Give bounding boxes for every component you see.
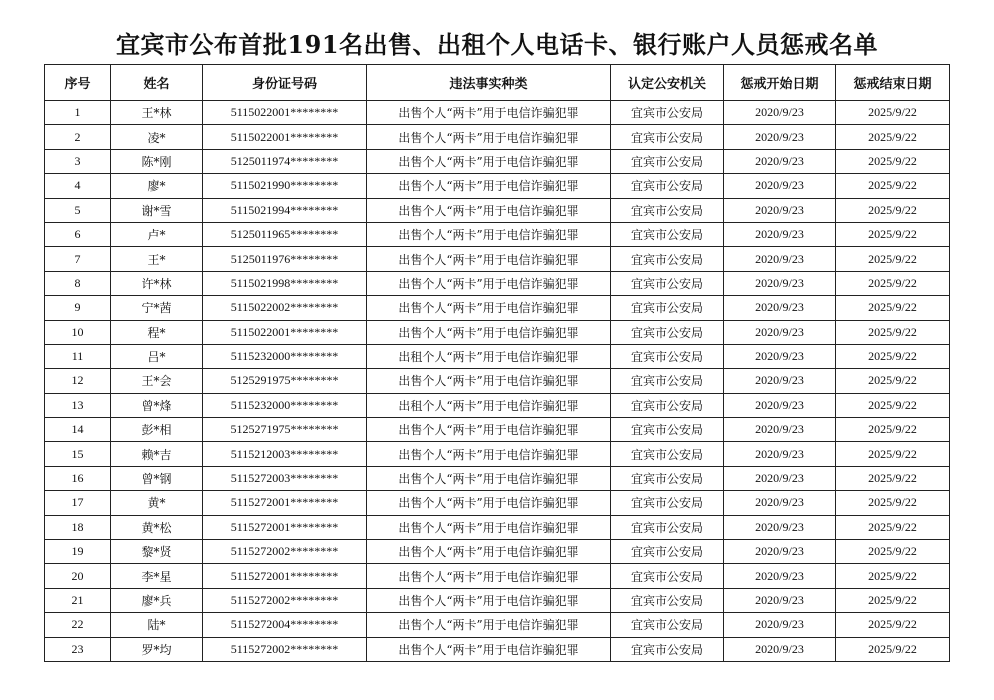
violation-type-cell: 出售个人“两卡”用于电信诈骗犯罪 (367, 515, 611, 539)
end-date-cell: 2025/9/22 (836, 344, 950, 368)
row-number-cell: 10 (45, 320, 111, 344)
violation-type-cell: 出售个人“两卡”用于电信诈骗犯罪 (367, 271, 611, 295)
row-number-cell: 19 (45, 540, 111, 564)
id-number-cell: 5125011974******** (203, 149, 367, 173)
row-number-cell: 1 (45, 101, 111, 125)
id-number-cell: 5115272004******** (203, 613, 367, 637)
violation-type-cell: 出售个人“两卡”用于电信诈骗犯罪 (367, 174, 611, 198)
violation-type-cell: 出售个人“两卡”用于电信诈骗犯罪 (367, 491, 611, 515)
start-date-cell: 2020/9/23 (724, 222, 836, 246)
violation-type-cell: 出售个人“两卡”用于电信诈骗犯罪 (367, 466, 611, 490)
violation-type-cell: 出租个人“两卡”用于电信诈骗犯罪 (367, 393, 611, 417)
id-number-cell: 5115022002******** (203, 296, 367, 320)
start-date-cell: 2020/9/23 (724, 418, 836, 442)
start-date-cell: 2020/9/23 (724, 491, 836, 515)
start-date-cell: 2020/9/23 (724, 344, 836, 368)
id-number-cell: 5115272002******** (203, 588, 367, 612)
start-date-cell: 2020/9/23 (724, 637, 836, 661)
agency-cell: 宜宾市公安局 (611, 125, 724, 149)
end-date-cell: 2025/9/22 (836, 369, 950, 393)
agency-cell: 宜宾市公安局 (611, 442, 724, 466)
start-date-cell: 2020/9/23 (724, 564, 836, 588)
id-number-cell: 5115272002******** (203, 540, 367, 564)
id-number-cell: 5115021998******** (203, 271, 367, 295)
agency-cell: 宜宾市公安局 (611, 320, 724, 344)
name-cell: 廖* (111, 174, 203, 198)
end-date-cell: 2025/9/22 (836, 637, 950, 661)
name-cell: 黄* (111, 491, 203, 515)
end-date-cell: 2025/9/22 (836, 320, 950, 344)
name-cell: 黎*贤 (111, 540, 203, 564)
table-row (45, 149, 950, 173)
id-number-cell: 5115022001******** (203, 125, 367, 149)
end-date-cell: 2025/9/22 (836, 174, 950, 198)
id-number-cell: 5115212003******** (203, 442, 367, 466)
agency-cell: 宜宾市公安局 (611, 344, 724, 368)
page-title: 宜宾市公布首批191名出售、出租个人电话卡、银行账户人员惩戒名单 (115, 30, 879, 59)
table-row (45, 442, 950, 466)
table-row (45, 418, 950, 442)
name-cell: 程* (111, 320, 203, 344)
start-date-cell: 2020/9/23 (724, 466, 836, 490)
column-header-id-number: 身份证号码 (203, 65, 367, 101)
end-date-cell: 2025/9/22 (836, 247, 950, 271)
end-date-cell: 2025/9/22 (836, 588, 950, 612)
end-date-cell: 2025/9/22 (836, 418, 950, 442)
table-row (45, 174, 950, 198)
id-number-cell: 5115272001******** (203, 515, 367, 539)
table-body (45, 101, 950, 662)
column-header-end-date: 惩戒结束日期 (836, 65, 950, 101)
end-date-cell: 2025/9/22 (836, 125, 950, 149)
agency-cell: 宜宾市公安局 (611, 149, 724, 173)
agency-cell: 宜宾市公安局 (611, 296, 724, 320)
id-number-cell: 5115022001******** (203, 320, 367, 344)
row-number-cell: 18 (45, 515, 111, 539)
row-number-cell: 4 (45, 174, 111, 198)
end-date-cell: 2025/9/22 (836, 198, 950, 222)
row-number-cell: 8 (45, 271, 111, 295)
id-number-cell: 5115021994******** (203, 198, 367, 222)
start-date-cell: 2020/9/23 (724, 393, 836, 417)
name-cell: 王*会 (111, 369, 203, 393)
name-cell: 曾*钢 (111, 466, 203, 490)
row-number-cell: 21 (45, 588, 111, 612)
table-row (45, 393, 950, 417)
end-date-cell: 2025/9/22 (836, 540, 950, 564)
agency-cell: 宜宾市公安局 (611, 247, 724, 271)
start-date-cell: 2020/9/23 (724, 247, 836, 271)
table-row (45, 271, 950, 295)
violation-type-cell: 出售个人“两卡”用于电信诈骗犯罪 (367, 125, 611, 149)
id-number-cell: 5115272001******** (203, 491, 367, 515)
name-cell: 许*林 (111, 271, 203, 295)
column-header-violation-type: 违法事实种类 (367, 65, 611, 101)
table-header-row (45, 65, 950, 101)
start-date-cell: 2020/9/23 (724, 271, 836, 295)
agency-cell: 宜宾市公安局 (611, 613, 724, 637)
id-number-cell: 5115232000******** (203, 393, 367, 417)
name-cell: 赖*吉 (111, 442, 203, 466)
end-date-cell: 2025/9/22 (836, 442, 950, 466)
violation-type-cell: 出售个人“两卡”用于电信诈骗犯罪 (367, 149, 611, 173)
violation-type-cell: 出售个人“两卡”用于电信诈骗犯罪 (367, 540, 611, 564)
table-row (45, 125, 950, 149)
name-cell: 曾*烽 (111, 393, 203, 417)
table-row (45, 344, 950, 368)
end-date-cell: 2025/9/22 (836, 393, 950, 417)
row-number-cell: 2 (45, 125, 111, 149)
id-number-cell: 5115021990******** (203, 174, 367, 198)
name-cell: 陆* (111, 613, 203, 637)
start-date-cell: 2020/9/23 (724, 149, 836, 173)
column-header-no: 序号 (45, 65, 111, 101)
column-header-start-date: 惩戒开始日期 (724, 65, 836, 101)
agency-cell: 宜宾市公安局 (611, 174, 724, 198)
table-row (45, 540, 950, 564)
row-number-cell: 3 (45, 149, 111, 173)
id-number-cell: 5115232000******** (203, 344, 367, 368)
agency-cell: 宜宾市公安局 (611, 198, 724, 222)
end-date-cell: 2025/9/22 (836, 491, 950, 515)
name-cell: 宁*茜 (111, 296, 203, 320)
name-cell: 陈*刚 (111, 149, 203, 173)
table-row (45, 466, 950, 490)
name-cell: 吕* (111, 344, 203, 368)
start-date-cell: 2020/9/23 (724, 442, 836, 466)
id-number-cell: 5125011976******** (203, 247, 367, 271)
end-date-cell: 2025/9/22 (836, 466, 950, 490)
id-number-cell: 5115272002******** (203, 637, 367, 661)
row-number-cell: 20 (45, 564, 111, 588)
name-cell: 谢*雪 (111, 198, 203, 222)
agency-cell: 宜宾市公安局 (611, 540, 724, 564)
id-number-cell: 5125271975******** (203, 418, 367, 442)
table-row (45, 588, 950, 612)
table-row (45, 613, 950, 637)
name-cell: 黄*松 (111, 515, 203, 539)
name-cell: 卢* (111, 222, 203, 246)
id-number-cell: 5125011965******** (203, 222, 367, 246)
violation-type-cell: 出售个人“两卡”用于电信诈骗犯罪 (367, 418, 611, 442)
row-number-cell: 23 (45, 637, 111, 661)
agency-cell: 宜宾市公安局 (611, 515, 724, 539)
agency-cell: 宜宾市公安局 (611, 222, 724, 246)
row-number-cell: 15 (45, 442, 111, 466)
end-date-cell: 2025/9/22 (836, 271, 950, 295)
column-header-name: 姓名 (111, 65, 203, 101)
start-date-cell: 2020/9/23 (724, 540, 836, 564)
row-number-cell: 11 (45, 344, 111, 368)
row-number-cell: 22 (45, 613, 111, 637)
row-number-cell: 5 (45, 198, 111, 222)
start-date-cell: 2020/9/23 (724, 125, 836, 149)
agency-cell: 宜宾市公安局 (611, 491, 724, 515)
table-row (45, 369, 950, 393)
row-number-cell: 9 (45, 296, 111, 320)
name-cell: 李*星 (111, 564, 203, 588)
violation-type-cell: 出售个人“两卡”用于电信诈骗犯罪 (367, 564, 611, 588)
table-row (45, 222, 950, 246)
end-date-cell: 2025/9/22 (836, 515, 950, 539)
table-row (45, 637, 950, 661)
id-number-cell: 5115272001******** (203, 564, 367, 588)
violation-type-cell: 出售个人“两卡”用于电信诈骗犯罪 (367, 222, 611, 246)
id-number-cell: 5115272003******** (203, 466, 367, 490)
start-date-cell: 2020/9/23 (724, 101, 836, 125)
start-date-cell: 2020/9/23 (724, 515, 836, 539)
row-number-cell: 14 (45, 418, 111, 442)
table-row (45, 320, 950, 344)
table-row (45, 296, 950, 320)
agency-cell: 宜宾市公安局 (611, 418, 724, 442)
start-date-cell: 2020/9/23 (724, 320, 836, 344)
row-number-cell: 6 (45, 222, 111, 246)
id-number-cell: 5125291975******** (203, 369, 367, 393)
table-row (45, 247, 950, 271)
name-cell: 廖*兵 (111, 588, 203, 612)
name-cell: 罗*均 (111, 637, 203, 661)
row-number-cell: 16 (45, 466, 111, 490)
agency-cell: 宜宾市公安局 (611, 271, 724, 295)
row-number-cell: 17 (45, 491, 111, 515)
start-date-cell: 2020/9/23 (724, 198, 836, 222)
agency-cell: 宜宾市公安局 (611, 101, 724, 125)
table-row (45, 564, 950, 588)
violation-type-cell: 出售个人“两卡”用于电信诈骗犯罪 (367, 442, 611, 466)
violation-type-cell: 出售个人“两卡”用于电信诈骗犯罪 (367, 320, 611, 344)
table-row (45, 101, 950, 125)
id-number-cell: 5115022001******** (203, 101, 367, 125)
name-cell: 凌* (111, 125, 203, 149)
violation-type-cell: 出售个人“两卡”用于电信诈骗犯罪 (367, 588, 611, 612)
row-number-cell: 12 (45, 369, 111, 393)
violation-type-cell: 出售个人“两卡”用于电信诈骗犯罪 (367, 296, 611, 320)
end-date-cell: 2025/9/22 (836, 564, 950, 588)
name-cell: 王*林 (111, 101, 203, 125)
end-date-cell: 2025/9/22 (836, 613, 950, 637)
name-cell: 彭*相 (111, 418, 203, 442)
agency-cell: 宜宾市公安局 (611, 466, 724, 490)
agency-cell: 宜宾市公安局 (611, 369, 724, 393)
end-date-cell: 2025/9/22 (836, 296, 950, 320)
agency-cell: 宜宾市公安局 (611, 393, 724, 417)
start-date-cell: 2020/9/23 (724, 296, 836, 320)
violation-type-cell: 出售个人“两卡”用于电信诈骗犯罪 (367, 101, 611, 125)
agency-cell: 宜宾市公安局 (611, 637, 724, 661)
table-row (45, 515, 950, 539)
end-date-cell: 2025/9/22 (836, 149, 950, 173)
row-number-cell: 13 (45, 393, 111, 417)
violation-type-cell: 出售个人“两卡”用于电信诈骗犯罪 (367, 613, 611, 637)
end-date-cell: 2025/9/22 (836, 101, 950, 125)
violation-type-cell: 出租个人“两卡”用于电信诈骗犯罪 (367, 344, 611, 368)
start-date-cell: 2020/9/23 (724, 588, 836, 612)
violation-type-cell: 出售个人“两卡”用于电信诈骗犯罪 (367, 247, 611, 271)
violation-type-cell: 出售个人“两卡”用于电信诈骗犯罪 (367, 198, 611, 222)
row-number-cell: 7 (45, 247, 111, 271)
column-header-agency: 认定公安机关 (611, 65, 724, 101)
agency-cell: 宜宾市公安局 (611, 564, 724, 588)
table-row (45, 198, 950, 222)
violation-type-cell: 出售个人“两卡”用于电信诈骗犯罪 (367, 637, 611, 661)
start-date-cell: 2020/9/23 (724, 174, 836, 198)
punishment-list-table (44, 64, 950, 662)
violation-type-cell: 出售个人“两卡”用于电信诈骗犯罪 (367, 369, 611, 393)
end-date-cell: 2025/9/22 (836, 222, 950, 246)
table-row (45, 491, 950, 515)
start-date-cell: 2020/9/23 (724, 369, 836, 393)
name-cell: 王* (111, 247, 203, 271)
agency-cell: 宜宾市公安局 (611, 588, 724, 612)
start-date-cell: 2020/9/23 (724, 613, 836, 637)
